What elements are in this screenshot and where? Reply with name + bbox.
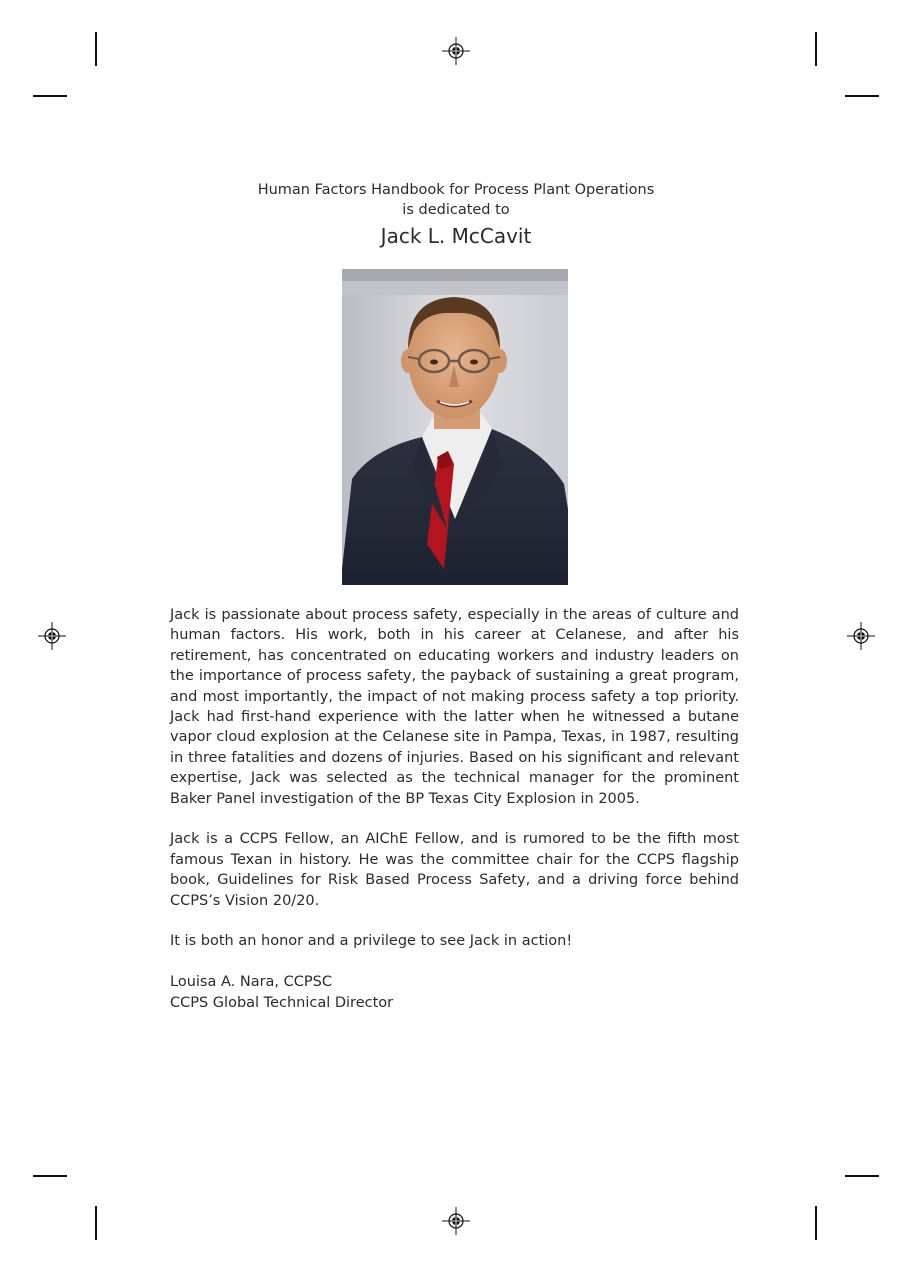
- dedication-line: is dedicated to: [402, 202, 510, 218]
- registration-mark-icon: [441, 36, 471, 66]
- registration-mark-icon: [37, 621, 67, 651]
- portrait-photo: [342, 269, 568, 585]
- crop-mark-top-right-vertical: [815, 32, 817, 66]
- signature-title: CCPS Global Technical Director: [170, 994, 394, 1011]
- crop-mark-top-left-horizontal: [33, 95, 67, 97]
- signature-name: Louisa A. Nara, CCPSC: [170, 974, 332, 991]
- portrait-illustration: [342, 269, 568, 585]
- book-title: Human Factors Handbook for Process Plant Operations: [257, 182, 655, 198]
- crop-mark-bottom-right-vertical: [815, 1206, 817, 1240]
- dedication-body: [170, 605, 739, 1013]
- body-paragraph-2: Jack is a CCPS Fellow, an AIChE Fellow, and is rumored to be the fifth most famous Texan in history. He was the committee chair for the CCPS flagship book, Guidelines for Risk Based Process Safety, and a driving force behind CCPS’s Vision 20/20.: [170, 831, 739, 909]
- crop-mark-bottom-left-horizontal: [33, 1175, 67, 1177]
- crop-mark-bottom-right-horizontal: [845, 1175, 879, 1177]
- honoree-name: Jack L. McCavit: [380, 224, 532, 248]
- crop-mark-top-right-horizontal: [845, 95, 879, 97]
- body-paragraph-1: Jack is passionate about process safety, especially in the areas of culture and human factors. His work, both in his career at Celanese, and after his retirement, has concentrated on educating workers and industry leaders on the importance of process safety, the payback of sustaining a great program, and most importantly, the impact of not making process safety a top priority. Jack had first-hand experience with the latter when he witnessed a butane vapor cloud explosion at the Celanese site in Pampa, Texas, in 1987, resulting in three fatalities and dozens of injuries. Based on his significant and relevant expertise, Jack was selected as the technical manager for the prominent Baker Panel investigation of the BP Texas City Explosion in 2005.: [170, 607, 739, 807]
- registration-mark-icon: [846, 621, 876, 651]
- body-paragraph-3: It is both an honor and a privilege to see Jack in action!: [170, 933, 573, 950]
- crop-mark-bottom-left-vertical: [95, 1206, 97, 1240]
- crop-mark-top-left-vertical: [95, 32, 97, 66]
- registration-mark-icon: [441, 1206, 471, 1236]
